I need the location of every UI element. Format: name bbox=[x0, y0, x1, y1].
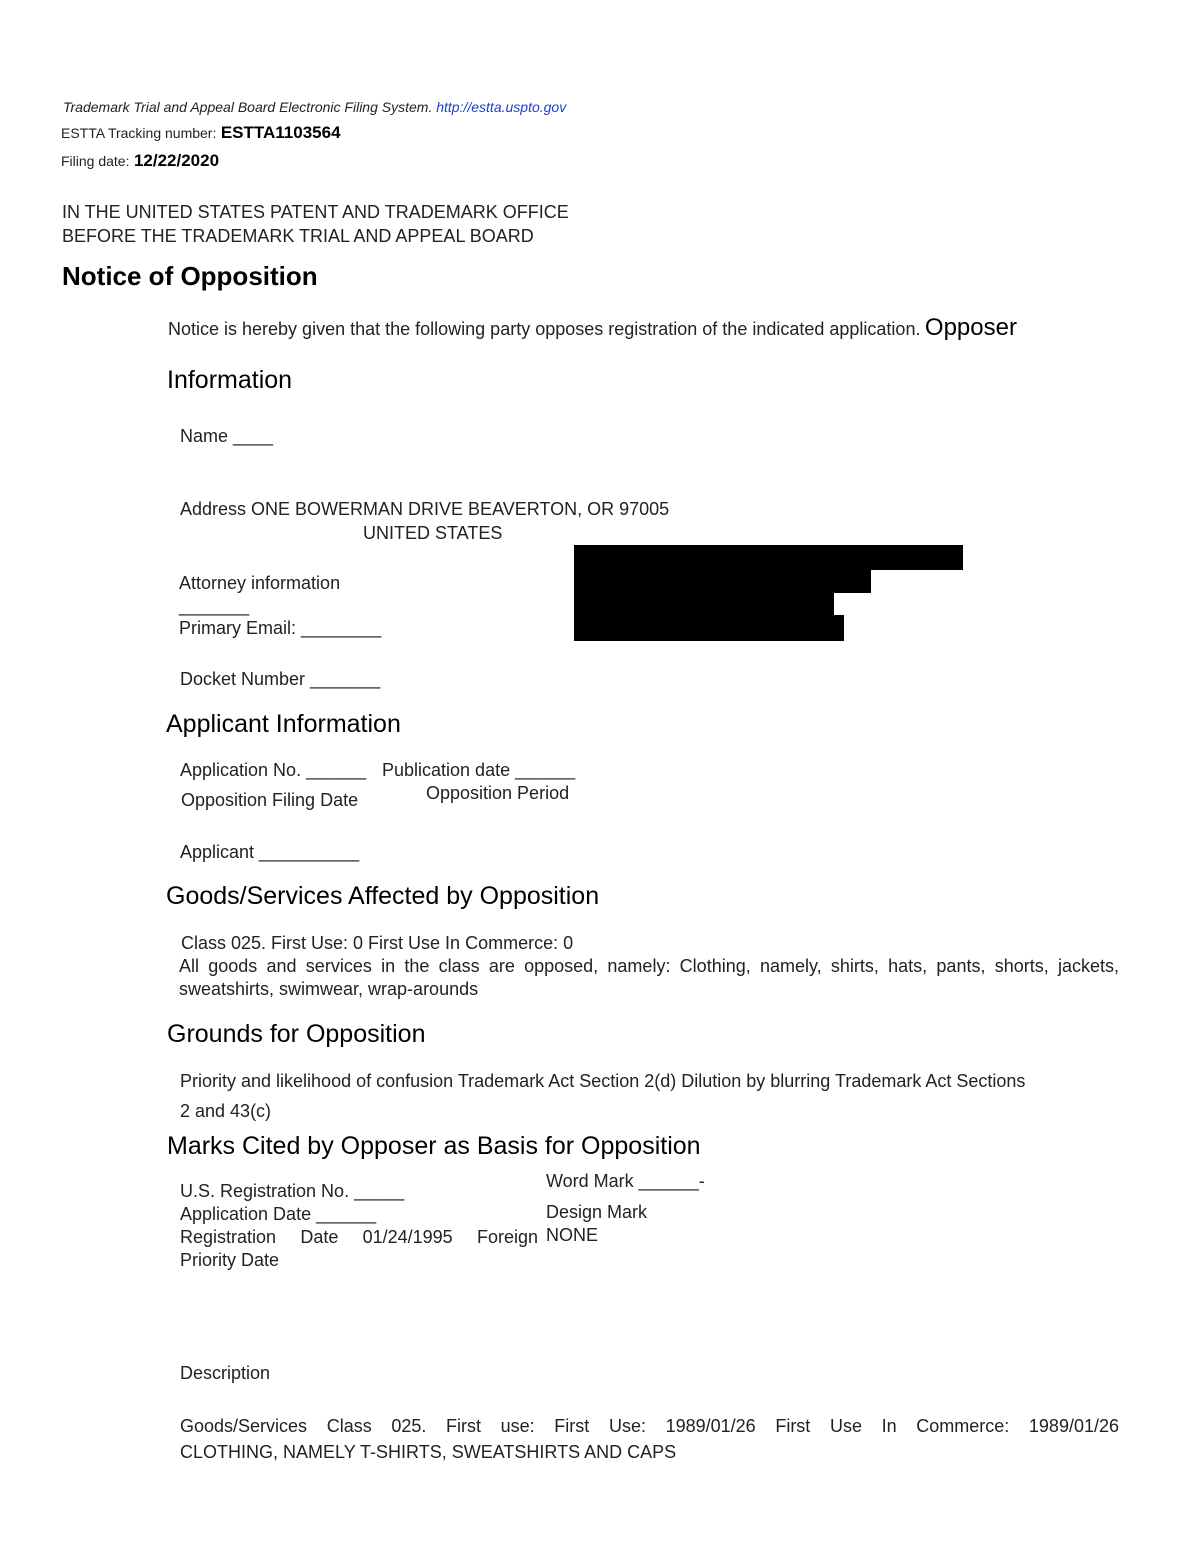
attorney-blank: _______ bbox=[179, 596, 250, 616]
document-title: Notice of Opposition bbox=[62, 261, 318, 291]
intro-line bbox=[168, 314, 1017, 342]
intro-text: Notice is hereby given that the following party opposes registration of the indicated application. bbox=[168, 319, 921, 339]
marks-goods-line-1: Goods/Services Class 025. First use: First Use: 1989/01/26 First Use In Commerce: 1989/01/26 bbox=[180, 1416, 1119, 1436]
system-line bbox=[63, 99, 566, 115]
system-url-link[interactable]: http://estta.uspto.gov bbox=[436, 99, 567, 115]
grounds-heading: Grounds for Opposition bbox=[167, 1020, 426, 1048]
application-no: Application No. ______ bbox=[180, 760, 367, 780]
applicant: Applicant __________ bbox=[180, 842, 360, 862]
opposition-filing-date: Opposition Filing Date bbox=[181, 790, 359, 810]
registration-no: U.S. Registration No. _____ bbox=[180, 1181, 405, 1201]
description-label: Description bbox=[180, 1363, 271, 1383]
publication-date: Publication date ______ bbox=[382, 760, 576, 780]
redaction-block bbox=[574, 569, 871, 593]
design-mark-label: Design Mark bbox=[546, 1202, 648, 1222]
filing-date-line bbox=[61, 151, 219, 171]
redaction-block bbox=[574, 615, 844, 641]
redaction-block bbox=[574, 592, 834, 616]
docket-number: Docket Number _______ bbox=[180, 669, 381, 689]
goods-description: All goods and services in the class are opposed, namely: Clothing, namely, shirts, hats, pants, shorts, jackets, sweatshirts, swimwear, wrap-arounds bbox=[179, 956, 1119, 999]
application-date: Application Date ______ bbox=[180, 1204, 377, 1224]
court-line-1: IN THE UNITED STATES PATENT AND TRADEMARK OFFICE bbox=[62, 202, 569, 222]
marks-cited-heading: Marks Cited by Opposer as Basis for Opposition bbox=[167, 1132, 701, 1160]
priority-date: Priority Date bbox=[180, 1250, 280, 1270]
marks-goods-line-2: CLOTHING, NAMELY T-SHIRTS, SWEATSHIRTS AND CAPS bbox=[180, 1442, 677, 1462]
tracking-number: ESTTA1103564 bbox=[220, 123, 341, 142]
goods-class-line: Class 025. First Use: 0 First Use In Commerce: 0 bbox=[181, 933, 574, 953]
redaction-block bbox=[574, 545, 963, 570]
tracking-label: ESTTA Tracking number: bbox=[61, 125, 217, 141]
system-text: Trademark Trial and Appeal Board Electronic Filing System. bbox=[63, 99, 433, 115]
opposition-period: Opposition Period bbox=[426, 783, 570, 803]
court-heading bbox=[62, 200, 569, 248]
court-line-2: BEFORE THE TRADEMARK TRIAL AND APPEAL BOARD bbox=[62, 226, 534, 246]
goods-services-heading: Goods/Services Affected by Opposition bbox=[166, 882, 600, 910]
tracking-line bbox=[61, 123, 341, 143]
opposer-heading-word: Opposer bbox=[924, 314, 1017, 341]
opposer-name: Name ____ bbox=[180, 426, 274, 446]
opposer-country: UNITED STATES bbox=[363, 523, 503, 543]
opposer-address: Address ONE BOWERMAN DRIVE BEAVERTON, OR 97005 bbox=[180, 499, 670, 519]
registration-date: Registration Date 01/24/1995 Foreign bbox=[180, 1227, 538, 1247]
applicant-information-heading: Applicant Information bbox=[166, 710, 401, 738]
grounds-text-line-2: 2 and 43(c) bbox=[180, 1101, 272, 1121]
filing-date-value: 12/22/2020 bbox=[133, 151, 220, 170]
opposer-information-heading: Information bbox=[167, 366, 293, 394]
word-mark: Word Mark ______- bbox=[546, 1171, 705, 1191]
primary-email: Primary Email: ________ bbox=[179, 618, 382, 638]
grounds-text-line-1: Priority and likelihood of confusion Trademark Act Section 2(d) Dilution by blurring Trademark Act Sections bbox=[180, 1071, 1026, 1091]
filing-date-label: Filing date: bbox=[61, 153, 130, 169]
design-mark-value: NONE bbox=[546, 1225, 599, 1245]
attorney-information-label: Attorney information bbox=[179, 573, 341, 593]
